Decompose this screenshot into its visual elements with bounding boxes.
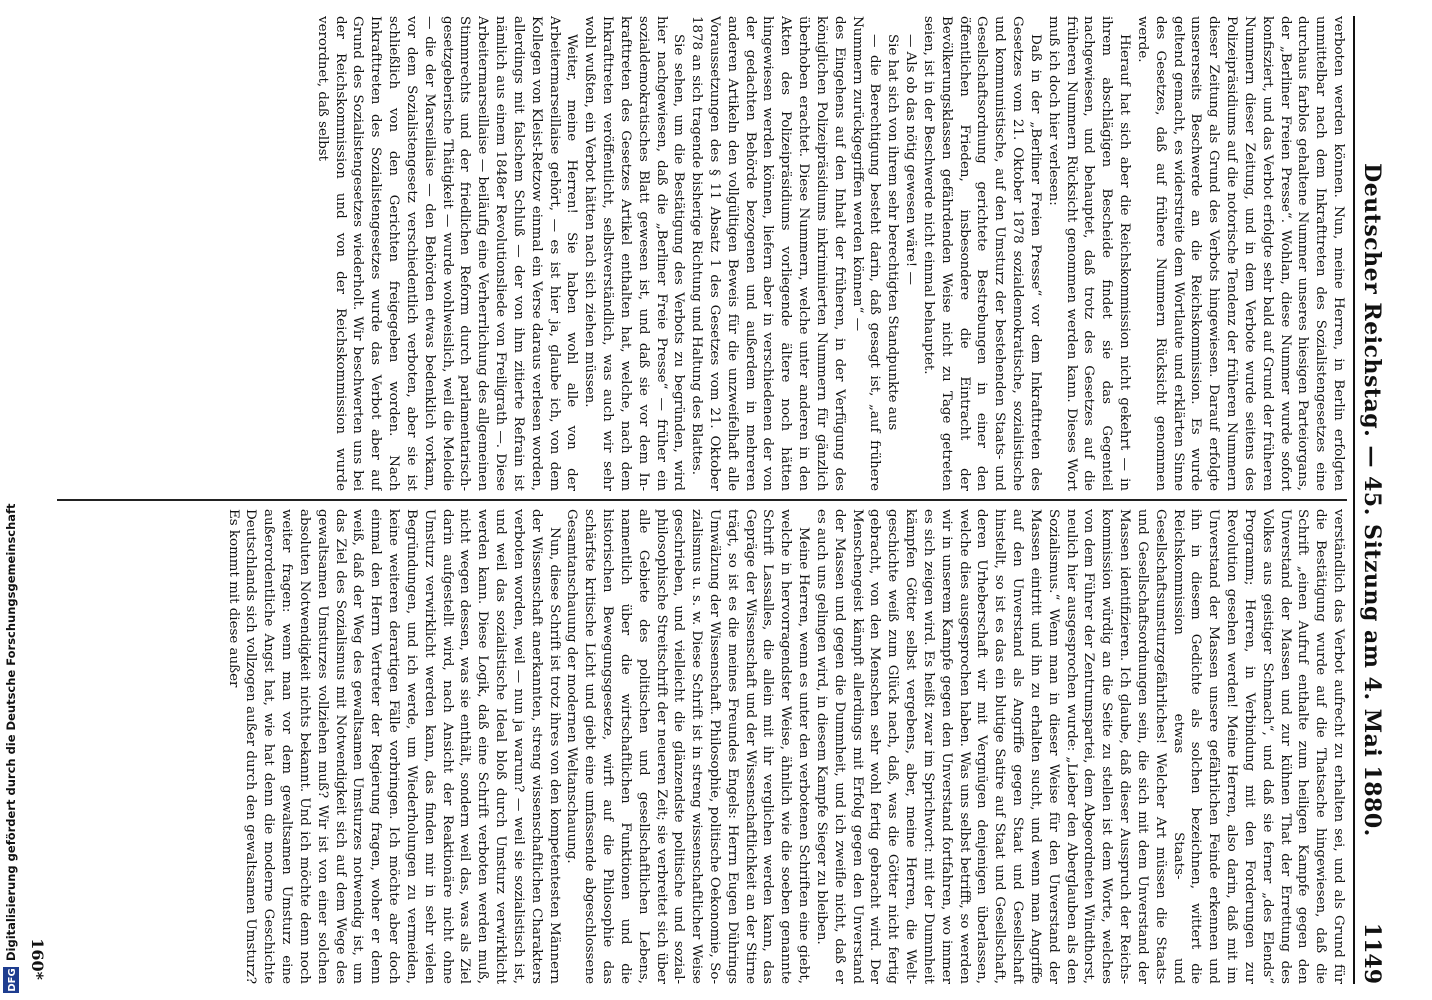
credit-text: Digitalisierung gefördert durch die Deutsche Forschungsgemeinschaft (4, 503, 18, 961)
dfg-logo-icon (3, 967, 19, 993)
left-text-column (57, 16, 1347, 491)
paragraph: verboten werden können. Nun, meine Herren, in Berlin erfolgten unmittelbar nach dem Inkrafttreten des Sozialistengesetzes eine durchaus farblos gehaltene Nummer unseres hiesigen Parteiorgans, der „Berliner Freien Presse“. Wohlan, diese Nummer wurde sofort konfisziert, und das Verbot erfolgte sehr bald auf Grund der früheren Nummern dieser Zeitung, und in dem Verbote wurde seitens des Polizeipräsidiums auf die notorische Tendenz der früheren Nummern dieser Zeitung als Grund des Verbots hingewiesen. Darauf erfolgte unsererseits Beschwerde an die Reichskommission. Es wurde geltend gemacht, es widerstreite dem Wortlaute und erklärten Sinne des Gesetzes, daß auf frühere Nummern Rücksicht genommen werde. (1134, 16, 1346, 491)
signature-mark: 160* (28, 938, 47, 980)
svg-text:DFG: DFG (7, 968, 18, 992)
column-divider (57, 499, 1347, 501)
paragraph: Hierauf hat sich aber die Reichskommission nicht gekehrt — in ihrem abschlägigen Bescheide findet sie das Gegenteil nachgewiesen, und behauptet, daß trotz des Gesetzes auf die früheren Nummern Rücksicht genommen werden kann. Dieses Wort muß ich doch hier verlesen: (1045, 16, 1133, 491)
paragraph: Sie sehen, um die Bestätigung des Verbots zu begründen, wird hier nachgewiesen, daß die „Berliner Freie Presse“ — früher ein sozialdemokratisches Blatt gewesen ist, und daß sie vor dem Inkrafttreten des Gesetzes Artikel enthalten hat, welche, nach dem Inkrafttreten veröffentlicht, selbstverständlich, was auch wir sehr wohl wußten, ein Verbot hätten nach sich ziehen müssen. (582, 16, 687, 491)
running-head (1353, 16, 1389, 984)
paragraph: Meine Herren, wenn es unter den verbotenen Schriften eine giebt, welche in hervorragendster Weise, ähnlich wie die soeben genannte Schrift Lassalles, die allein mit ihr verglichen werden kann, das Gepräge der Wissenschaft und der Wissenschaftlichkeit an der Stirne trägt, so ist es die meines Freundes Engels: Herrn Eugen Dührings Umwälzung der Wissenschaft. Philosophie, politische Oekonomie, Sozialismus u. s. w. Diese Schrift ist in streng wissenschaftlicher Weise geschrieben, und vielleicht die glänzendste politische und sozial-philosophische Streitschrift der neueren Zeit; sie verbreitet sich über alle Gebiete des politischen und gesellschaftlichen Lebens, namentlich über die wirtschaftlichen Funktionen und die historischen Bewegungsgesetze, wirft auf die Philosophie das schärfste kritische Licht und giebt eine umfassende abgeschlossene Gesamtanschauung der modernen Weltanschauung. (564, 509, 812, 984)
running-head-title: Deutscher Reichstag. — 45. Sitzung am 4. Mai 1880. (1359, 163, 1385, 837)
quoted-paragraph: Sie hat sich von ihrem sehr berechtigten Standpunkte aus (885, 34, 901, 431)
digitization-credit (2, 503, 20, 993)
paragraph: Nun, diese Schrift ist trotz ihres von den kompetentesten Männern der Wissenschaft anerkannten, streng wissenschaftlichen Charakters verboten worden, weil — nun ja warum? — weil sie sozialistisch ist, und weil das sozialistische Ideal bloß durch Umsturz verwirklicht werden kann. Diese Logik, daß eine Schrift verboten werden muß, nicht wegen dessen, was sie enthält, sondern weil das, was als Ziel darin aufgestellt wird, nach Ansicht der Reaktionäre nicht ohne Umsturz verwirklicht werden kann, das finden mir in sehr vielen Begründungen, und ich werde, um Wiederholungen zu vermeiden, keine weiteren derartigen Fälle vorbringen. Ich möchte aber doch einmal den Herrn Vertreter der Regierung fragen, woher er denn weiß, daß der Weg des gewaltsamen Umsturzes notwendig ist, um das Ziel des Sozialismus mit Notwendigkeit sich auf dem Wege des gewaltsamen Umsturzes vollziehen muß? Wir ist von einer solchen absoluten Notwendigkeit nichts bekannt. Und ich möchte denn noch weiter fragen: wenn man vor dem gewaltsamen Umsturz eine außerordentliche Angst hat, wie hat denn die moderne Geschichte Deutschlands sich vollzogen außer durch den gewaltsamen Umsturz? Es kommt mit diese außer (225, 509, 562, 984)
interjection: — die Berechtigung besteht darin, daß gesagt ist, „auf frühere Nummern zurückgegriffen werden können“ — (849, 16, 883, 491)
paragraph: Weiter, meine Herren! Sie haben wohl alle von der Arbeitermarseillaise gehört, — es ist hier ja, glaube ich, von dem Kollegen von Kleist-Retzow einmal ein Verse daraus verlesen worden, allerdings mit falschem Schluß — der von ihm zitierte Refrain ist nämlich aus einem 1848er Revolutionsliede von Freiligrath —. Diese Arbeitermarseillaise — beiläufig eine Verherrlichung des allgemeinen Stimmrechts und der friedlichen Reform durch parlamentarisch-gesetzgeberische Thätigkeit — wurde wohlweislich, weil die Melodie — die der Marseillaise — den Behörden etwas bedenklich vorkam, vor dem Sozialistengesetz verschiedentlich verboten, aber sie ist schließlich von den Gerichten freigegeben worden. Nach Inkrafttreten des Sozialistengesetzes wurde das Verbot aber auf Grund des Sozialistengesetzes wiederholt. Wir beschwerten uns bei der Reichskommission und von der Reichskommission wurde verordnet, daß selbst (314, 16, 580, 491)
newspaper-page (15, 0, 1395, 1000)
interjection: — Als ob das nötig gewesen wäre! — (903, 34, 919, 285)
page-number: 1149 (1359, 922, 1385, 984)
paragraph: verständlich das Verbot aufrecht zu erhalten sei, und als Grund für die Bestätigung wurde auf die Thatsache hingewiesen, daß die Schrift „einen Aufruf enthalte zum heiligen Kampfe gegen den Unverstand der Massen und zur kühnen That der Errettung des Volkes aus geistiger Schmach“, und daß sie ferner „des Elends“ Programm; Herren, in Verbindung mit den Forderungen zur Revolution gesehen werden! Meine Herren, also darin, daß mit im Unverstand der Massen unsere gefährlichen Feinde erkennen und ihn in diesem Gedichte als solchen bezeichnen, wittert die Reichskommission etwas Staats- und Gesellschaftsumsturzgefährliches! Welcher Art müssen die Staats- und Gesellschaftsordnungen sein, die sich mit dem Unverstand der Massen identifizieren. Ich glaube, daß dieser Ausspruch der Reichskommission würdig an die Seite zu stellen ist dem Worte, welches von dem Führer der Zentrumspartei, dem Abgeordneten Windthorst, neulich hier ausgesprochen wurde: „Lieber den Aberglauben als den Sozialismus.“ Wenn man in dieser Weise für den Unverstand der Massen eintritt und ihn zu erhalten sucht, und wenn man Angriffe auf den Unverstand als Angriffe gegen Staat und Gesellschaft hinstellt, so ist es das ein blutige Satire auf Staat und Gesellschaft, deren Urheberschaft wir mit Vergnügen denjenigen überlassen, welche dies ausgesprochen haben. Was uns selbst betrifft, so werden wir in unserem Kampfe gegen den Unverstand fortfahren, wo immer es sich zeigen wird. Es heißt zwar im Sprichwort: mit der Dummheit kämpfen Götter selbst vergebens, aber, meine Herren, die Weltgeschichte weiß zum Glück nach, daß, was die Götter nicht fertig gebracht, von den Menschen sehr wohl fertig gebracht wird. Der Menschengeist kämpft allerdings mit Erfolg gegen den Unverstand der Massen und gegen die Dummheit, und ich zweifle nicht, daß er es auch uns gelingen wird, in diesem Kampfe Sieger zu bleiben. (813, 509, 1346, 984)
quoted-paragraph: Daß in der „Berliner Freien Presse“ vor dem Inkrafttreten des Gesetzes vom 21. Oktober 1878 sozialdemokratische, sozialistische und kommunistische, auf den Umsturz der bestehenden Staats- und Gesellschaftsordnung gerichtete Bestrebungen in einer den öffentlichen Frieden, insbesondere die Eintracht der Bevölkerungsklassen gefährdenden Weise nicht zu Tage getreten seien, ist in der Beschwerde nicht einmal behauptet. (920, 16, 1043, 491)
right-text-column (57, 509, 1347, 984)
quoted-paragraph: des Eingehens auf den Inhalt der früheren, in der Verfügung des königlichen Polizeipräsidiums inkriminierten Nummern für gänzlich überhoben erachtet. Diese Nummern, welche unter anderen in den Akten des Polizeipräsidiums vorliegende ältere noch hätten hingewiesen werden können, liefern aber in verschiedenen der von der gedachten Behörde bezogenen und außerdem in mehreren anderen Artikeln den vollgültigen Beweis für die unzweifelhaft alle Voraussetzungen des § 11 Absatz 1 des Gesetzes vom 21. Oktober 1878 an sich tragende bisherige Richtung und Haltung des Blattes. (689, 16, 847, 491)
